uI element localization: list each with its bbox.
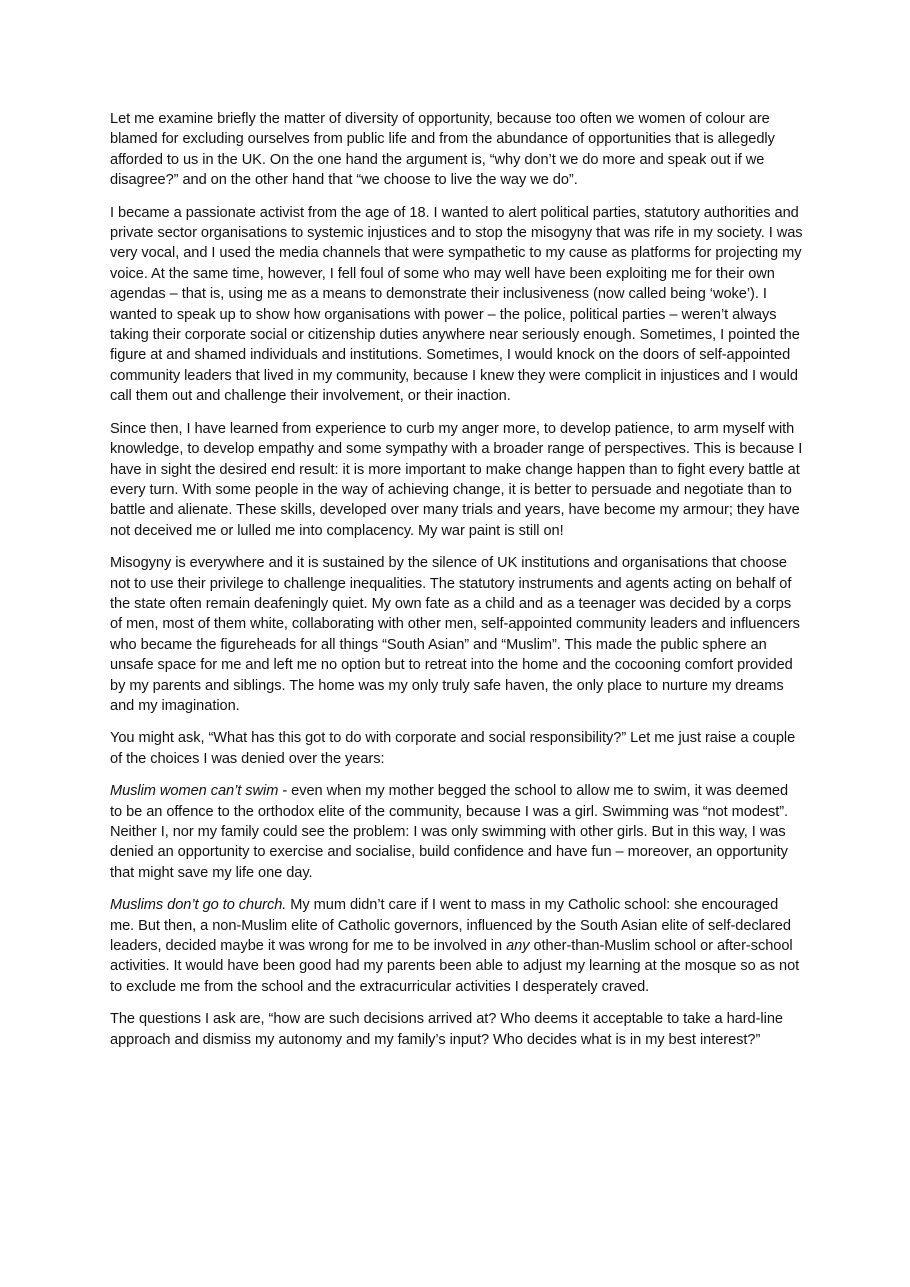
paragraph-diversity-of-opportunity: Let me examine briefly the matter of diversity of opportunity, because too often we women of colour are blamed for excluding ourselves from public life and from the abundance of opportunities that is allegedly afforded to us in the UK. On the one hand the argument is, “why don’t we do more and speak out if we disagree?” and on the other hand that “we choose to live the way we do”. <box>110 111 775 189</box>
paragraph-you-might-ask: You might ask, “What has this got to do with corporate and social responsibility?” Let me just raise a couple of the choices I was denied over the years: <box>110 730 796 767</box>
paragraph-church-body-2: other-than-Muslim school or after-school activities. It would have been good had my parents been able to adjust my learning at the mosque so as not to exclude me from the school and the extracurricular activities I desperately craved. <box>110 938 800 995</box>
inline-italic-any: any <box>506 938 530 955</box>
paragraph-learned-from-experience: Since then, I have learned from experience to curb my anger more, to develop patience, to arm myself with knowledge, to develop empathy and some sympathy with a broader range of perspectives. This is because I have in sight the desired end result: it is more important to make change happen than to fight every battle at every turn. With some people in the way of achieving change, it is better to persuade and negotiate than to battle and alienate. These skills, developed over many trials and years, have become my armour; they have not deceived me or lulled me into complacency. My war paint is still on! <box>110 420 803 539</box>
paragraph-swimming-body: - even when my mother begged the school to allow me to swim, it was deemed to be an offence to the orthodox elite of the community, because I was a girl. Swimming was “not modest”. Neither I, nor my family could see the problem: I was only swimming with other girls. But in this way, I was denied an opportunity to exercise and socialise, build confidence and have fun – moreover, an opportunity that might save my life one day. <box>110 783 789 881</box>
paragraph-questions: The questions I ask are, “how are such decisions arrived at? Who deems it acceptable to take a hard-line approach and dismiss my autonomy and my family’s input? Who decides what is in my best interest?” <box>110 1011 783 1048</box>
paragraph-church-body-1: My mum didn’t care if I went to mass in my Catholic school: she encouraged me. But then, a non-Muslim elite of Catholic governors, influenced by the South Asian elite of self-declared leaders, decided maybe it was wrong for me to be involved in <box>110 897 791 955</box>
paragraph-activist-history: I became a passionate activist from the age of 18. I wanted to alert political parties, statutory authorities and private sector organisations to systemic injustices and to stop the misogyny that was rife in my society. I was very vocal, and I used the media channels that were sympathetic to my cause as platforms for projecting my voice. At the same time, however, I fell foul of some who may well have been exploiting me for their own agendas – that is, using me as a means to demonstrate their inclusiveness (now called being ‘woke’). I wanted to speak up to show how organisations with power – the police, political parties – weren’t always taking their corporate social or citizenship duties anywhere near seriously enough. Sometimes, I pointed the figure at and shamed individuals and institutions. Sometimes, I would knock on the doors of self-appointed community leaders that lived in my community, because I knew they were complicit in injustices and I would call them out and challenge their involvement, or their inaction. <box>110 204 803 405</box>
italic-lead-church: Muslims don’t go to church. <box>110 897 287 914</box>
italic-lead-swimming: Muslim women can’t swim <box>110 783 279 800</box>
document-page <box>110 109 804 1062</box>
paragraph-swimming <box>110 781 804 883</box>
paragraph-church <box>110 895 804 997</box>
paragraph-misogyny-everywhere: Misogyny is everywhere and it is sustained by the silence of UK institutions and organisations that choose not to use their privilege to challenge inequalities. The statutory instruments and agents acting on behalf of the state often remain deafeningly quiet. My own fate as a child and as a teenager was decided by a corps of men, most of them white, collaborating with other men, self-appointed community leaders and influencers who became the figureheads for all things “South Asian” and “Muslim”. This made the public sphere an unsafe space for me and left me no option but to retreat into the home and the cocooning comfort provided by my parents and siblings. The home was my only truly safe haven, the only place to nurture my dreams and my imagination. <box>110 555 800 714</box>
